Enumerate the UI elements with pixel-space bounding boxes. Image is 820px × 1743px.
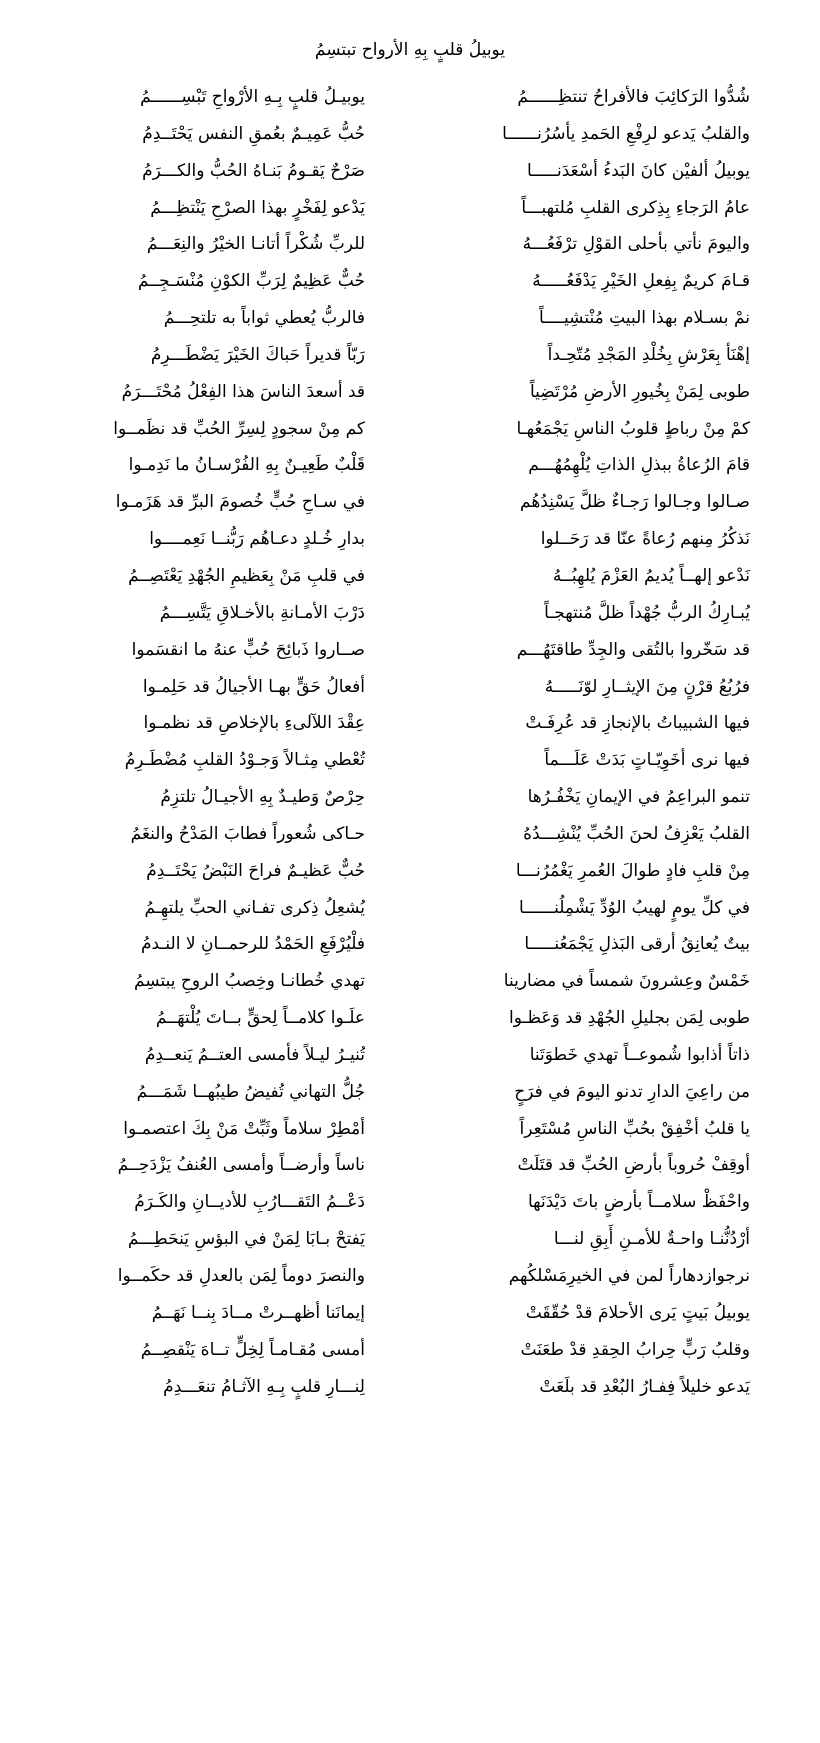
verse-line [0, 745, 820, 782]
verse-line [0, 1335, 820, 1372]
verse-second-hemistich: تُعْطي مِثـالاً وَجـوْدُ القلبِ مُضْطَـرِمُ [124, 750, 365, 771]
verse-second-hemistich: في سـاحِ حُبٍّ خُصومَ البرِّ قد هَزَمـوا [115, 492, 365, 513]
verse-second-hemistich: علَـوا كلامــاً لِحقٍّ بــاتَ يُلْتهَــمُ [155, 1008, 365, 1029]
verse-line [0, 450, 820, 487]
verse-first-hemistich: واحْفَظْ سلامــاً بأرضٍ باتَ دَيْدَنَها [528, 1192, 750, 1213]
verse-first-hemistich: وقلبُ رَبٍّ حِرابُ الحِقدِ قدْ طعَنَتْ [520, 1339, 750, 1360]
verse-line [0, 119, 820, 156]
verse-first-hemistich: مِنْ قلبِ فادٍ طوالَ العُمرِ يَغْمُرُنـــا [515, 860, 750, 881]
verse-first-hemistich: والقلبُ يَدعو لرِفْعِ الحَمدِ يأسُرُنــــــا [502, 123, 750, 144]
verse-first-hemistich: إهْنَأ بِعَرْشِ بِخُلْدِ المَجْدِ مُتّحِـداً [547, 344, 750, 365]
verse-first-hemistich: يُبـارِكُ الربُّ جُهْداً ظلَّ مُنتهجـاً [544, 602, 750, 623]
verse-line [0, 524, 820, 561]
verse-first-hemistich: كمْ مِنْ رباطٍ قلوبُ الناسِ يَجْمَعُهـا [516, 418, 750, 439]
verse-line [0, 1261, 820, 1298]
verse-line [0, 1077, 820, 1114]
verse-second-hemistich: صــاروا ذَبائِحَ حُبٍّ عنهُ ما انقسَموا [131, 639, 365, 660]
verse-line [0, 414, 820, 451]
verse-line [0, 598, 820, 635]
verse-line [0, 1224, 820, 1261]
verse-second-hemistich: يوبيـلُ قلبٍ بِـهِ الأرْواحِ تَبْسِــــــمُ [140, 87, 365, 107]
verse-second-hemistich: أمْطِرْ سلاماً وثَبِّتْ مَنْ بِكَ اعتصمـوا [123, 1118, 365, 1139]
verse-line [0, 266, 820, 303]
verse-line [0, 229, 820, 266]
verse-first-hemistich: يوبيلُ ألفيْن كانَ البَدءُ أسْعَدَنـــــا [526, 160, 750, 181]
verse-line [0, 856, 820, 893]
verse-first-hemistich: قامَ الرُعاةُ ببذلِ الذاتِ يُلْهِمُهُـــم [528, 455, 750, 476]
verse-second-hemistich: يَفتحْ بـابَا لِمَنْ في البؤسِ يَنحَطِـــمُ [127, 1229, 365, 1250]
verse-first-hemistich: نَذكُرُ مِنهم رُعاةً عنّا قد رَحَــلوا [540, 529, 750, 550]
verse-line [0, 966, 820, 1003]
verse-second-hemistich: لِنـــارِ قلبٍ بِـهِ الآثـامُ تنعَـــدِمُ [163, 1376, 365, 1397]
verse-second-hemistich: فالربُّ يُعطي ثواباً به تلتحِـــمُ [163, 308, 365, 329]
verse-first-hemistich: أرْدُنُّنـا واحـةٌ للأمـنِ أَبِقِ لنـــا [553, 1229, 750, 1250]
verse-second-hemistich: ناساً وأرضــاً وأمسى العُنفُ يَزْدَحِــمُ [117, 1155, 365, 1176]
verse-second-hemistich: إيمانَنا أظهــرتْ مــادَ بِنــا نَهَــمُ [151, 1302, 365, 1323]
verse-first-hemistich: يوبيلُ بَيتٍ يَرى الأحلامَ قدْ حُقّقَتْ [525, 1302, 750, 1323]
verse-second-hemistich: يُشعِلُ ذِكرى تفـاني الحبِّ يلتهِـمُ [144, 897, 365, 918]
verse-line [0, 635, 820, 672]
verse-second-hemistich: كم مِنْ سجودٍ لِسِرِّ الحُبِّ قد نظَمــوا [113, 418, 365, 439]
verse-line [0, 1298, 820, 1335]
verse-second-hemistich: في قلبِ مَنْ بِعَظيمِ الجُهْدِ يَعْتَصِــمُ [128, 565, 365, 586]
poem-verses [0, 82, 820, 1408]
verse-line [0, 672, 820, 709]
verse-second-hemistich: للربِّ شُكْراً أتانـا الخيْرُ والنِعَـــمُ [146, 234, 365, 255]
verse-first-hemistich: فرُبُعُ قرْنٍ مِنَ الإيثــارِ لوّنَـــــهُ [544, 676, 750, 697]
verse-second-hemistich: أفعالُ حَقٍّ بهـا الأجيالُ قد حَلِمـوا [142, 676, 365, 697]
verse-first-hemistich: عامُ الرَجاءِ بِذِكرى القلبِ مُلتهبـــاً [521, 197, 750, 218]
verse-first-hemistich: طوبى لِمَن بجليلِ الجُهْدِ قد وَعَظـوا [509, 1008, 750, 1029]
verse-line [0, 1150, 820, 1187]
verse-first-hemistich: طوبى لِمَنْ بِخُيورِ الأرضِ مُرْتَضِياً [529, 381, 750, 402]
verse-first-hemistich: بيتٌ يُعانِقُ أرقى البَذلِ يَجْمَعُنـــــا [524, 934, 750, 955]
verse-first-hemistich: نمْ بسـلام بهذا البيتِ مُنْتشِيــــاً [538, 308, 750, 329]
verse-second-hemistich: والنصرَ دوماً لِمَن بالعدلِ قد حكَمــوا [117, 1266, 365, 1286]
verse-second-hemistich: بدارِ خُـلدٍ دعـاهُم رَبُّنــا نَعِمــــوا [149, 529, 365, 550]
verse-line [0, 819, 820, 856]
verse-first-hemistich: خَمْسٌ وعِشرونَ شمساً في مضارينا [503, 971, 750, 992]
verse-second-hemistich: أمسى مُقـامـاً لِخِلٍّ تــاهَ يَنْقصِــمُ [140, 1339, 365, 1360]
verse-first-hemistich: أوقِفْ حُروباً بأرضِ الحُبِّ قد قتَلَتْ [517, 1155, 750, 1176]
verse-second-hemistich: حُبٌّ عَظيـمٌ فراحَ النَبْضُ يَحْتَــدِمُ [146, 860, 365, 881]
verse-first-hemistich: تنمو البراعِمُ في الإيمانِ يَخْفُـرُها [527, 787, 750, 808]
verse-first-hemistich: ذاتاً أذابوا شُموعــاً تهدي خَطوَتَنا [529, 1044, 750, 1065]
verse-first-hemistich: فيها نرى أخَوِيّـاتٍ بَدَتْ عَلَـــماً [544, 750, 750, 771]
verse-line [0, 487, 820, 524]
verse-second-hemistich: صَرْحٌ يَقـومُ بَنـاهُ الحُبُّ والكـــرَمُ [142, 160, 365, 181]
verse-first-hemistich: من راعِيَ الدارِ تدنو اليومَ في فرَحٍ [514, 1081, 750, 1102]
verse-line [0, 1003, 820, 1040]
verse-second-hemistich: دَرْبَ الأمـانةِ بالأخـلاقِ يَتَّسِـــمُ [159, 602, 365, 623]
verse-line [0, 303, 820, 340]
verse-first-hemistich: واليومَ نأتي بأحلى القوْلِ ترْفَعُـــهُ [522, 234, 750, 255]
verse-second-hemistich: حُبٌّ عَظِيمٌ لِرَبِّ الكوْنِ مُنْسَـجِــمُ [137, 271, 365, 292]
verse-second-hemistich: حـاكى شُعوراً فطابَ المَدْحُ والنغَمُ [130, 823, 365, 844]
verse-first-hemistich: في كلِّ يومٍ لهيبُ الوُدِّ يَشْمِلُنــــــا [519, 897, 750, 918]
poem-title: يوبيلُ قلبٍ بِهِ الأرواح تبتسِمُ [314, 40, 506, 60]
verse-first-hemistich: القلبُ يَعْزِفُ لحنَ الحُبِّ يُنْشِـــدُهُ [523, 823, 750, 844]
verse-second-hemistich: جُلُّ التهاني تُفيضُ طيبُهــا شَمَـــمُ [136, 1081, 365, 1102]
verse-second-hemistich: حِرْصٌ وَطيـدٌ بِهِ الأجيـالُ تلتزِمُ [160, 787, 365, 808]
verse-line [0, 377, 820, 414]
verse-line [0, 340, 820, 377]
verse-second-hemistich: رَبّاً قديراً حَباكَ الخَيْرَ يَضْطَـــرِمُ [150, 344, 365, 365]
verse-line [0, 782, 820, 819]
verse-second-hemistich: دَعْــمُ التَقـــارُبِ للأديــانِ والكَـرَمُ [134, 1192, 365, 1213]
verse-second-hemistich: فلْيُرْفَعِ الحَمْدُ للرحمــانِ لا النـدمُ [141, 934, 365, 955]
verse-first-hemistich: يَدعو خليلاً فِفـارُ البُعْدِ قد بلَعَتْ [539, 1376, 750, 1397]
verse-second-hemistich: قد أسعدَ الناسَ هذا الفِعْلُ مُحْتَـــرَمُ [121, 381, 365, 402]
verse-line [0, 893, 820, 930]
verse-line [0, 82, 820, 119]
verse-line [0, 1372, 820, 1409]
verse-line [0, 156, 820, 193]
verse-line [0, 561, 820, 598]
verse-first-hemistich: شُدُّوا الرَكائِبَ فالأفراحُ تنتظِــــــمُ [517, 87, 750, 107]
verse-first-hemistich: قـامَ كريمٌ بِفِعلِ الخَيْرِ يَدْفَعُـــــهُ [532, 271, 750, 292]
verse-line [0, 1040, 820, 1077]
verse-first-hemistich: يا قلبُ أخْفِقْ بحُبِّ الناسِ مُسْتَعِراً [519, 1118, 750, 1139]
verse-first-hemistich: نرجوازدهاراً لمن في الخيرِمَسْلكُهم [508, 1266, 750, 1286]
verse-line [0, 929, 820, 966]
verse-first-hemistich: نَدْعو إلهــاً يُديمُ العَزْمَ يُلهِبُــهُ [552, 565, 750, 586]
verse-second-hemistich: عِقْدَ اللآلىءِ بالإخلاصِ قد نظمـوا [143, 713, 365, 734]
verse-second-hemistich: تهدي خُطانـا وخِصبُ الروحِ يبتسِمُ [133, 971, 365, 992]
verse-first-hemistich: قد سَخّروا بالتُقى والجِدِّ طاقتَهُـــم [516, 639, 750, 660]
verse-line [0, 708, 820, 745]
verse-line [0, 1114, 820, 1151]
verse-first-hemistich: صـالوا وجـالوا رَجـاءٌ ظلَّ يَسْنِدُهُم [520, 492, 750, 513]
verse-second-hemistich: يَدْعو لِفَخْرٍ بهذا الصرْحِ يَنْتظِـــمُ [150, 197, 365, 218]
verse-line [0, 1187, 820, 1224]
verse-second-hemistich: حُبُّ عَمِيـمٌ بعُمقِ النفس يَحْتَــدِمُ [142, 123, 365, 144]
verse-second-hemistich: تُنيـرُ ليـلاً فأمسى العتــمُ يَنعــدِمُ [144, 1044, 365, 1065]
verse-second-hemistich: قَلْبٌ طَعِيـنٌ بِهِ الفُرْسـانُ ما نَدِمـوا [128, 455, 365, 476]
verse-line [0, 193, 820, 230]
verse-first-hemistich: فيها الشبيباتُ بالإنجازِ قد عُرِفَـتْ [525, 713, 750, 734]
